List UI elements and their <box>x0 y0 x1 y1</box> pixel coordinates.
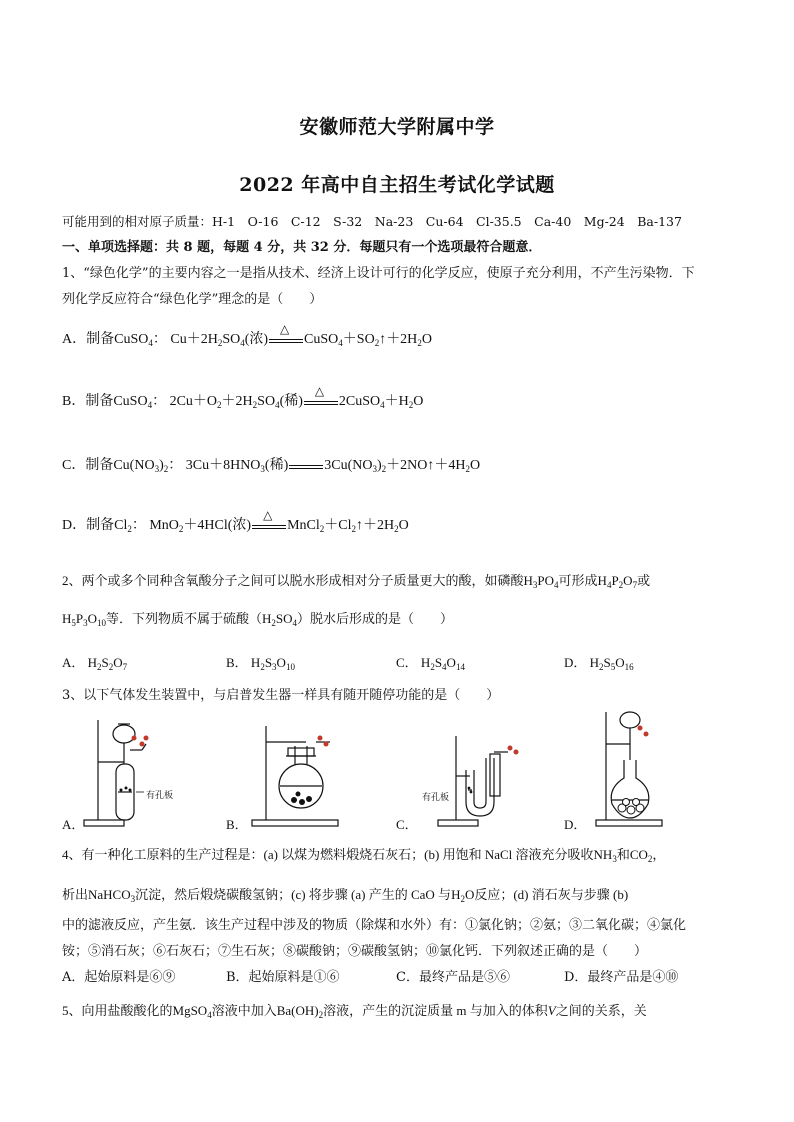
q4-option-c: C．最终产品是⑤⑥ <box>396 970 510 985</box>
exam-title: 2022 年高中自主招生考试化学试题 <box>239 174 555 196</box>
q1-stem-line1: 1、“绿色化学”的主要内容之一是指从技术、经济上设计可行的化学反应，使原子充分利用，不产生污染物．下 <box>62 266 695 281</box>
q4-option-d: D．最终产品是④⑩ <box>564 970 679 985</box>
q2-stem-line1: 2、两个或多个同种含氧酸分子之间可以脱水形成相对分子质量更大的酸，如磷酸$H_3PO_4$可形成$H_4P_2O_7$或 <box>62 573 651 590</box>
q1-option-a: A．制备CuSO$_4$： $Cu+2H_2SO_4$(浓) △ $CuSO_4+SO_2↑+2H_2O$ <box>62 321 432 348</box>
apparatus-b <box>246 720 356 830</box>
apparatus-c <box>430 732 530 830</box>
q4-option-a: A．起始原料是⑥⑨ <box>62 970 176 985</box>
q4-stem-line2: 析出NaHCO$_3$沉淀，然后煅烧碳酸氢钠；(c) 将步骤 (a) 产生的 CaO 与$H_2O$反应；(d) 消石灰与步骤 (b) <box>62 887 629 904</box>
heat-equals-sign: △ <box>269 333 303 347</box>
heat-equals-sign: △ <box>304 395 338 409</box>
apparatus-a <box>80 712 190 830</box>
apparatus-c-label: C． <box>396 817 418 832</box>
q5-stem-line1: 5、向用盐酸酸化的MgSO$_4$溶液中加入$Ba(OH)_2$溶液，产生的沉淀质量 m 与加入的体积V之间的关系，关 <box>62 1003 647 1020</box>
apparatus-c-note: 有孔板 <box>422 793 450 803</box>
q3-stem: 3、以下气体发生装置中，与启普发生器一样具有随开随停功能的是（ ） <box>62 688 500 703</box>
school-name: 安徽师范大学附属中学 <box>299 116 495 138</box>
q2-option-b: B． $H_2S_3O_{10}$ <box>226 655 295 672</box>
q1-option-d: D．制备$Cl_2$： MnO$_2$＋4HCl(浓) △ $MnCl_2+Cl_2↑+2H_2O$ <box>62 507 409 534</box>
apparatus-d <box>590 708 700 830</box>
q2-stem-line2: $H_5P_3O_{10}$等．下列物质不属于硫酸$(H_2SO_4)$脱水后形成的是（ ） <box>62 611 454 628</box>
equals-sign <box>289 459 323 473</box>
q2-option-d: D． $H_2S_5O_{16}$ <box>564 655 634 672</box>
q1-stem-line2: 列化学反应符合“绿色化学”理念的是（ ） <box>62 292 323 307</box>
apparatus-a-note: 有孔板 <box>146 791 174 801</box>
apparatus-b-label: B． <box>226 817 248 832</box>
q4-stem-line1: 4、有一种化工原料的生产过程是：(a) 以煤为燃料煅烧石灰石；(b) 用饱和 NaCl 溶液充分吸收$NH_3$和$CO_2$， <box>62 847 666 864</box>
atomic-masses: 可能用到的相对原子质量：H-1 O-16 C-12 S-32 Na-23 Cu-64 Cl-35.5 Ca-40 Mg-24 Ba-137 <box>62 214 682 229</box>
q4-stem-line3: 中的滤液反应，产生氨．该生产过程中涉及的物质（除煤和水外）有：①氯化钠；②氨；③二氧化碳；④氯化 <box>62 918 687 933</box>
section-heading: 一、单项选择题：共 8 题，每题 4 分，共 32 分．每题只有一个选项最符合题意． <box>62 240 542 255</box>
q2-option-c: C． $H_2S_4O_{14}$ <box>396 655 465 672</box>
apparatus-a-label: A． <box>62 817 85 832</box>
q2-option-a: A． $H_2S_2O_7$ <box>62 655 128 672</box>
q1-option-b: B．制备CuSO$_4$： $2Cu+O_2+2H_2SO_4$(稀) △ $2CuSO_4+H_2O$ <box>62 383 424 410</box>
q1-option-c: C．制备$Cu(NO_3)_2$： $3Cu+8HNO_3$(稀) $3Cu(NO_3)_2+2NO↑+4H_2O$ <box>62 458 481 474</box>
heat-equals-sign: △ <box>252 519 286 533</box>
apparatus-d-label: D． <box>564 817 587 832</box>
q4-stem-line4: 铵；⑤消石灰；⑥石灰石；⑦生石灰；⑧碳酸钠；⑨碳酸氢钠；⑩氯化钙．下列叙述正确的是（ ） <box>62 944 648 959</box>
q4-option-b: B．起始原料是①⑥ <box>226 970 340 985</box>
